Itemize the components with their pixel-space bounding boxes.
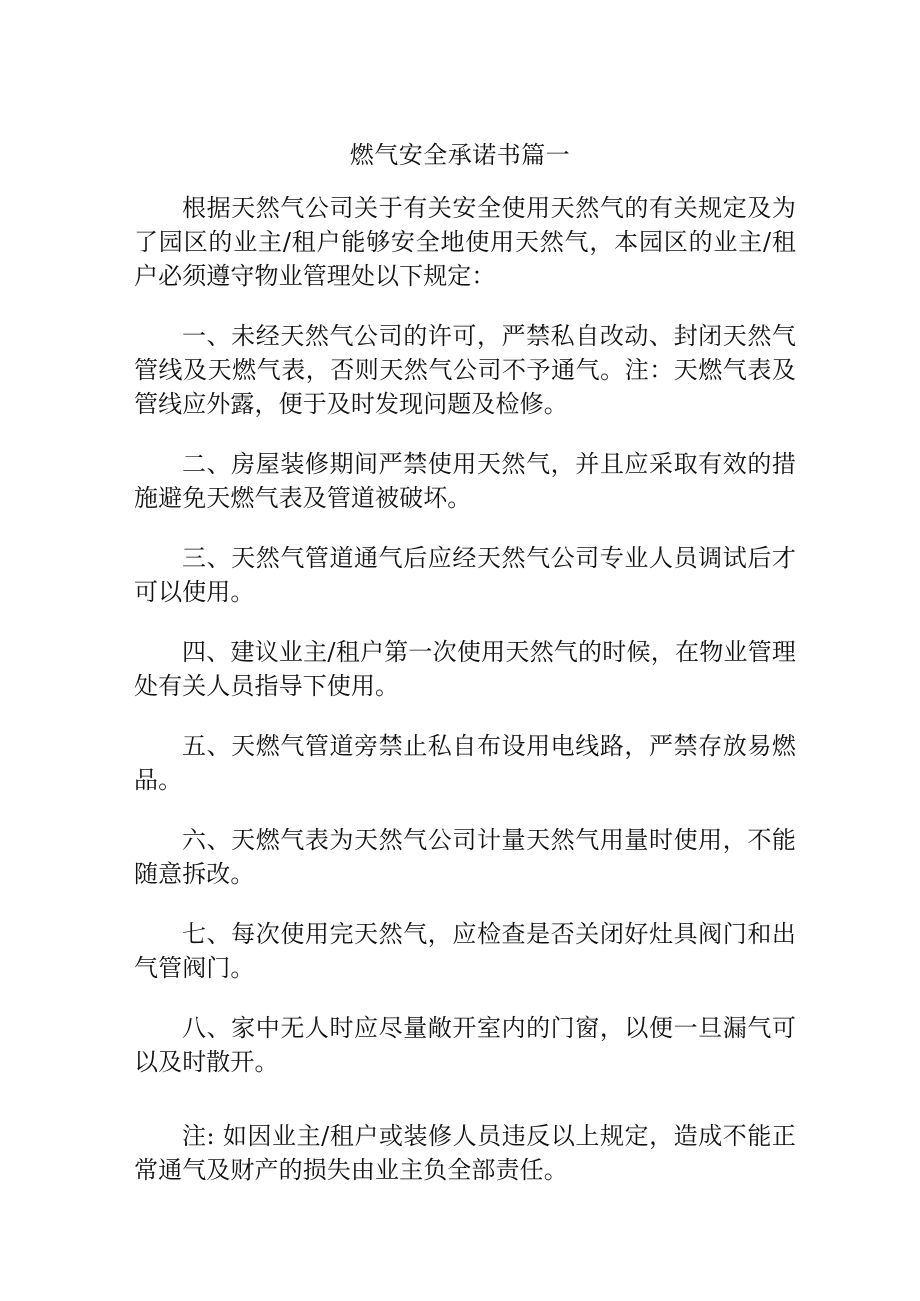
intro-paragraph: 根据天然气公司关于有关安全使用天然气的有关规定及为了园区的业主/租户能够安全地使用天然气，本园区的业主/租户必须遵守物业管理处以下规定： xyxy=(134,194,796,290)
document-title: 燃气安全承诺书篇一 xyxy=(349,141,571,169)
rule-8: 八、家中无人时应尽量敞开室内的门窗，以便一旦漏气可以及时散开。 xyxy=(134,1014,796,1076)
rule-2: 二、房屋装修期间严禁使用天然气，并且应采取有效的措施避免天燃气表及管道被破坏。 xyxy=(134,450,796,512)
rule-5: 五、天燃气管道旁禁止私自布设用电线路，严禁存放易燃品。 xyxy=(134,732,796,794)
rule-3: 三、天然气管道通气后应经天然气公司专业人员调试后才可以使用。 xyxy=(134,544,796,606)
rule-6: 六、天燃气表为天然气公司计量天然气用量时使用，不能随意拆改。 xyxy=(134,826,796,888)
rule-4: 四、建议业主/租户第一次使用天然气的时候，在物业管理处有关人员指导下使用。 xyxy=(134,638,796,700)
rule-1: 一、未经天然气公司的许可，严禁私自改动、封闭天然气管线及天燃气表，否则天然气公司不予通气。注：天燃气表及管线应外露，便于及时发现问题及检修。 xyxy=(134,322,796,418)
rule-7: 七、每次使用完天然气，应检查是否关闭好灶具阀门和出气管阀门。 xyxy=(134,920,796,982)
note-paragraph: 注: 如因业主/租户或装修人员违反以上规定，造成不能正常通气及财产的损失由业主负全部责任。 xyxy=(134,1122,796,1184)
document-body xyxy=(134,191,796,1187)
